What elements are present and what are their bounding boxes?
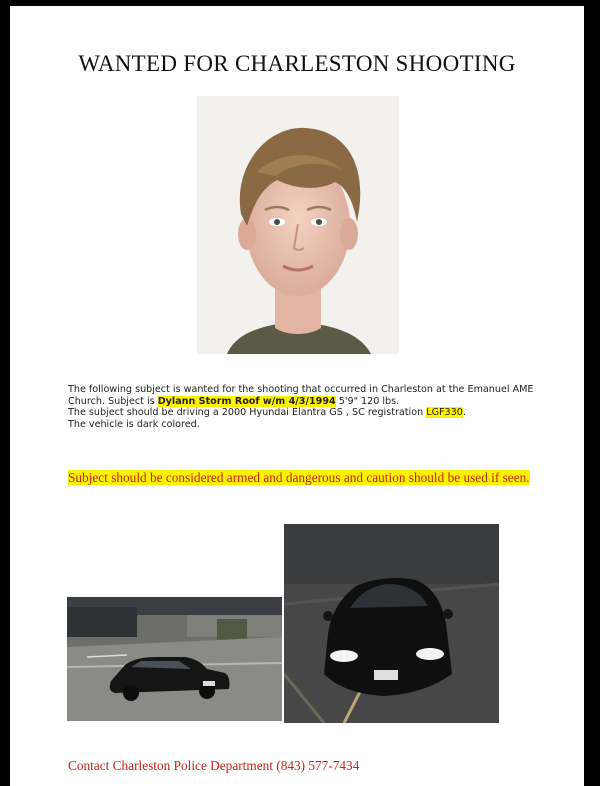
armed-warning xyxy=(68,468,548,488)
description-line2: The subject should be driving a 2000 Hyundai Elantra GS , SC registration xyxy=(68,407,427,419)
vehicle-photo-side xyxy=(67,597,282,721)
poster-title: WANTED FOR CHARLESTON SHOOTING xyxy=(78,51,516,76)
subject-description xyxy=(68,384,564,430)
contact-info: Contact Charleston Police Department (843) 577-7434 xyxy=(68,758,360,773)
wanted-poster xyxy=(10,6,584,786)
description-line2-tail: . xyxy=(462,407,466,419)
subject-name-highlight: Dylann Storm Roof w/m 4/3/1994 xyxy=(157,395,336,407)
description-line3: The vehicle is dark colored. xyxy=(68,418,200,430)
armed-warning-text: Subject should be considered armed and dangerous and caution should be used if seen. xyxy=(68,470,530,485)
description-line1-tail: 5'9" 120 lbs. xyxy=(335,395,400,407)
plate-highlight: LGF330 xyxy=(426,407,463,419)
suspect-photo xyxy=(197,96,399,354)
description-line1: The following subject is wanted for the shooting that occurred in Charleston at the Emanuel AME Church. Subject is xyxy=(68,384,534,407)
vehicle-photo-front xyxy=(284,524,499,723)
